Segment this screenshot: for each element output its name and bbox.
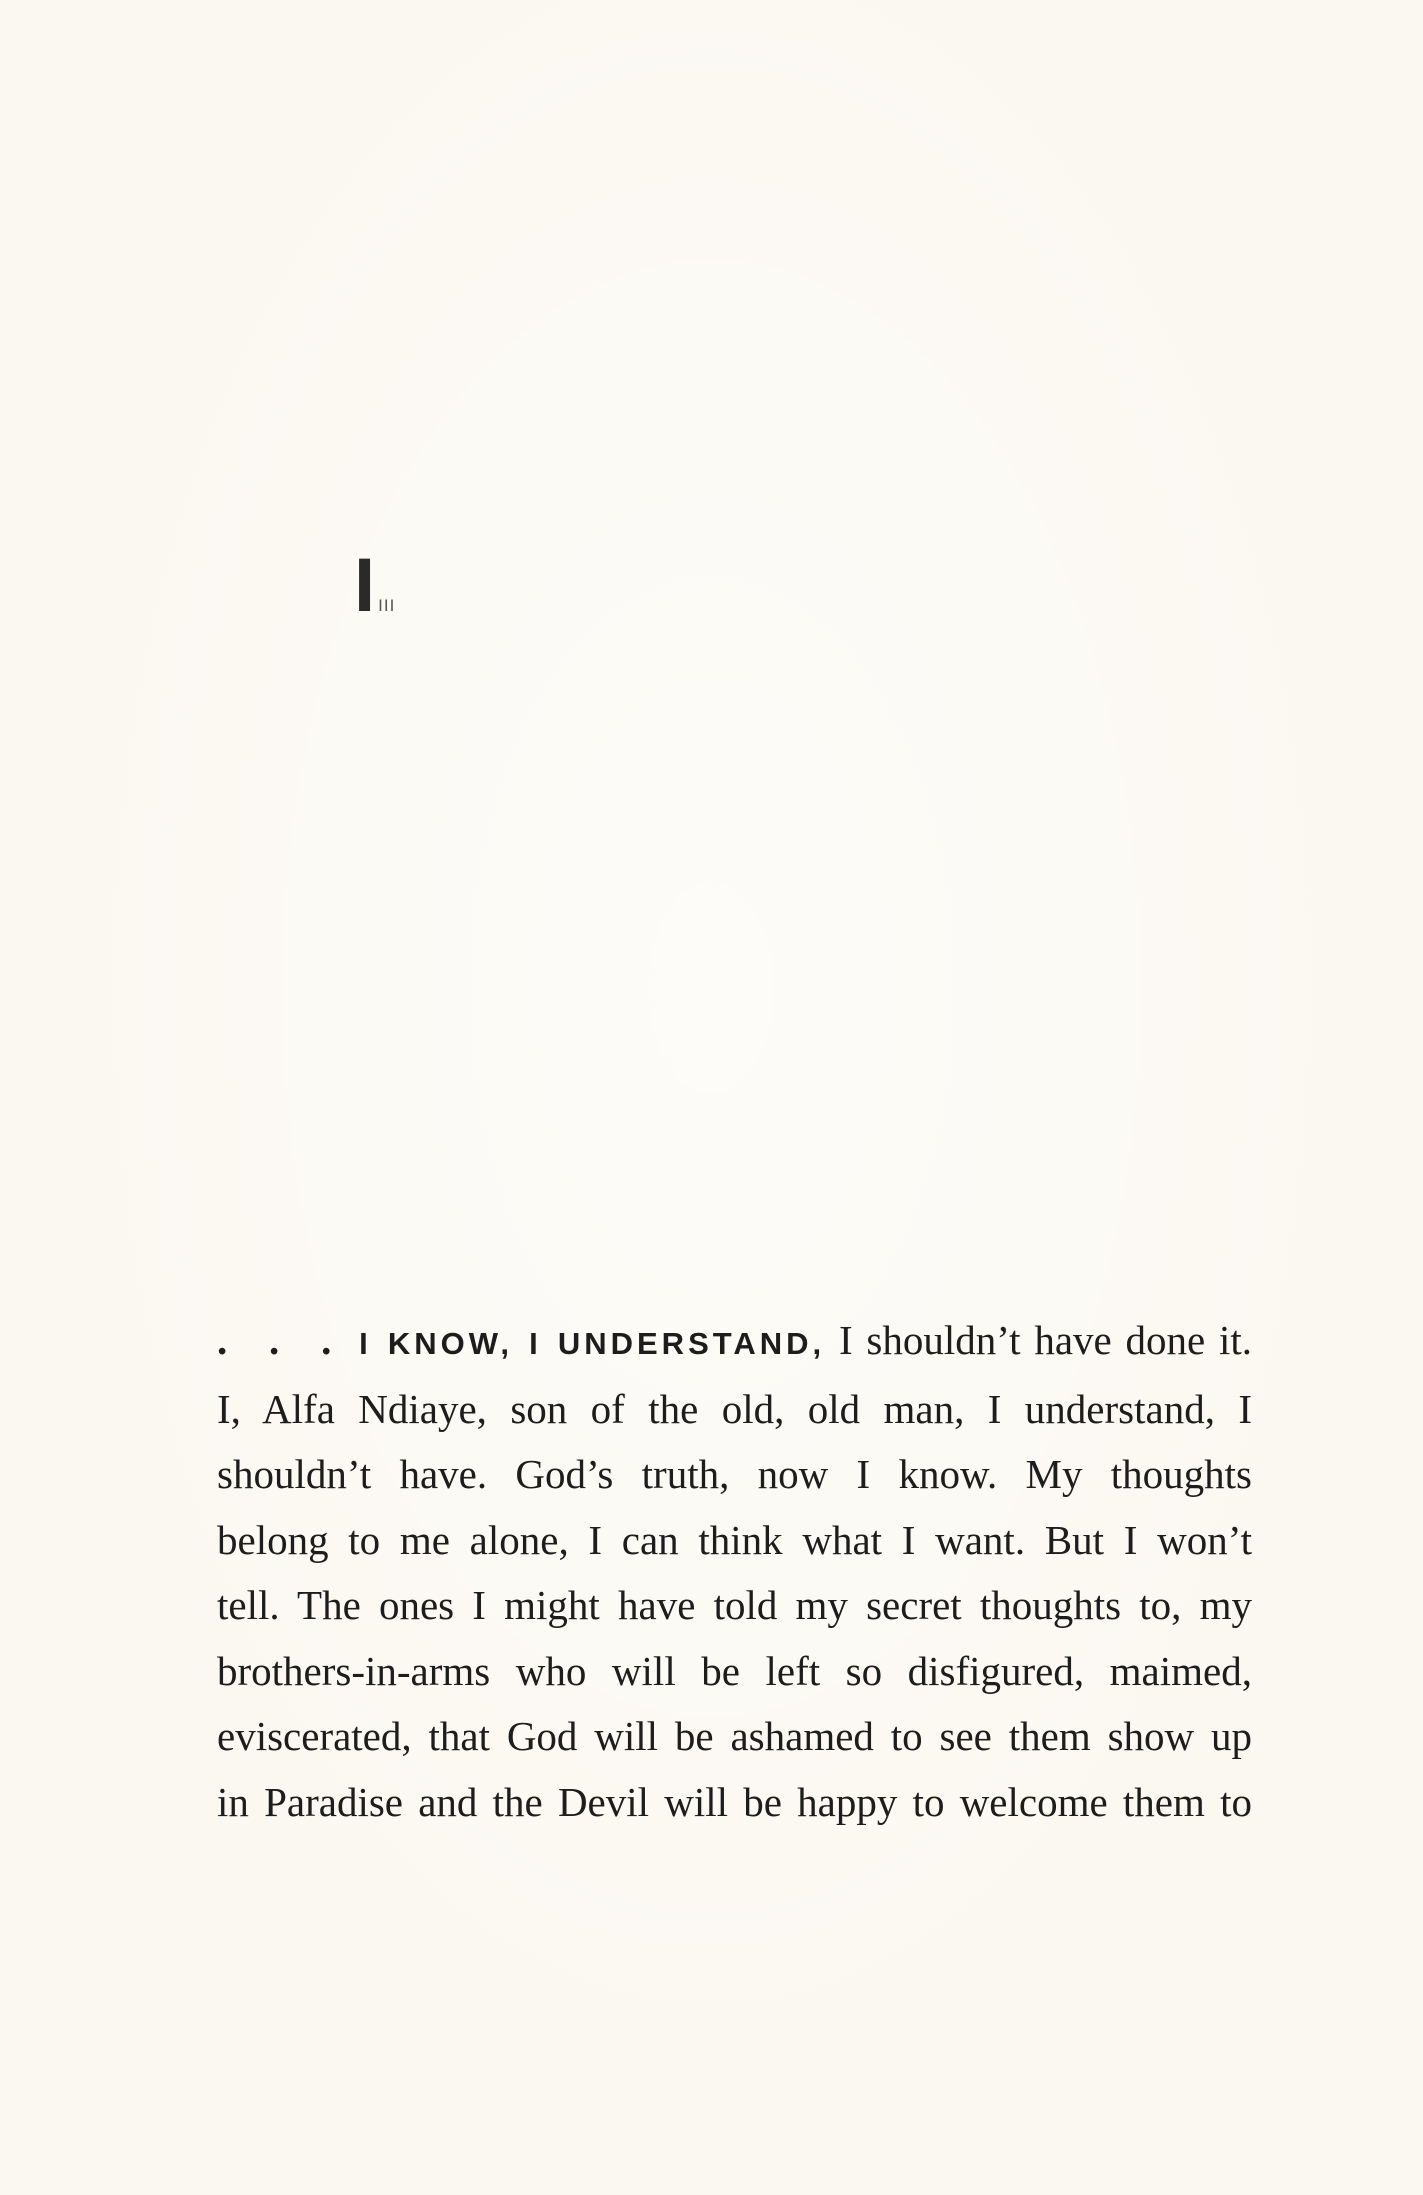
paragraph-line: I, Alfa Ndiaye, son of the old, old man, I understand, I [217, 1385, 1252, 1432]
body-paragraph [217, 1308, 1252, 1835]
paragraph-line: shouldn’t have. God’s truth, now I know. My thoughts [217, 1451, 1252, 1497]
opening-line-text: I shouldn’t have done it. [838, 1317, 1253, 1363]
paragraph-line: brothers-in-arms who will be left so disfigured, maimed, [217, 1647, 1252, 1694]
paragraph-line: tell. The ones I might have told my secret thoughts to, my [217, 1582, 1252, 1628]
paragraph-line: belong to me alone, I can think what I want. But I won’t [217, 1516, 1252, 1563]
paragraph-line-opening [217, 1308, 1252, 1377]
chapter-numeral-suffix: III [378, 596, 396, 615]
lead-in-small-caps: I KNOW, I UNDERSTAND, [359, 1326, 826, 1361]
chapter-numeral: I [354, 543, 376, 628]
paragraph-line: eviscerated, that God will be ashamed to see them show up [217, 1713, 1252, 1759]
chapter-number [354, 543, 396, 628]
paragraph-line: in Paradise and the Devil will be happy to welcome them to [217, 1778, 1252, 1825]
opening-ellipsis: . . . [217, 1317, 346, 1363]
